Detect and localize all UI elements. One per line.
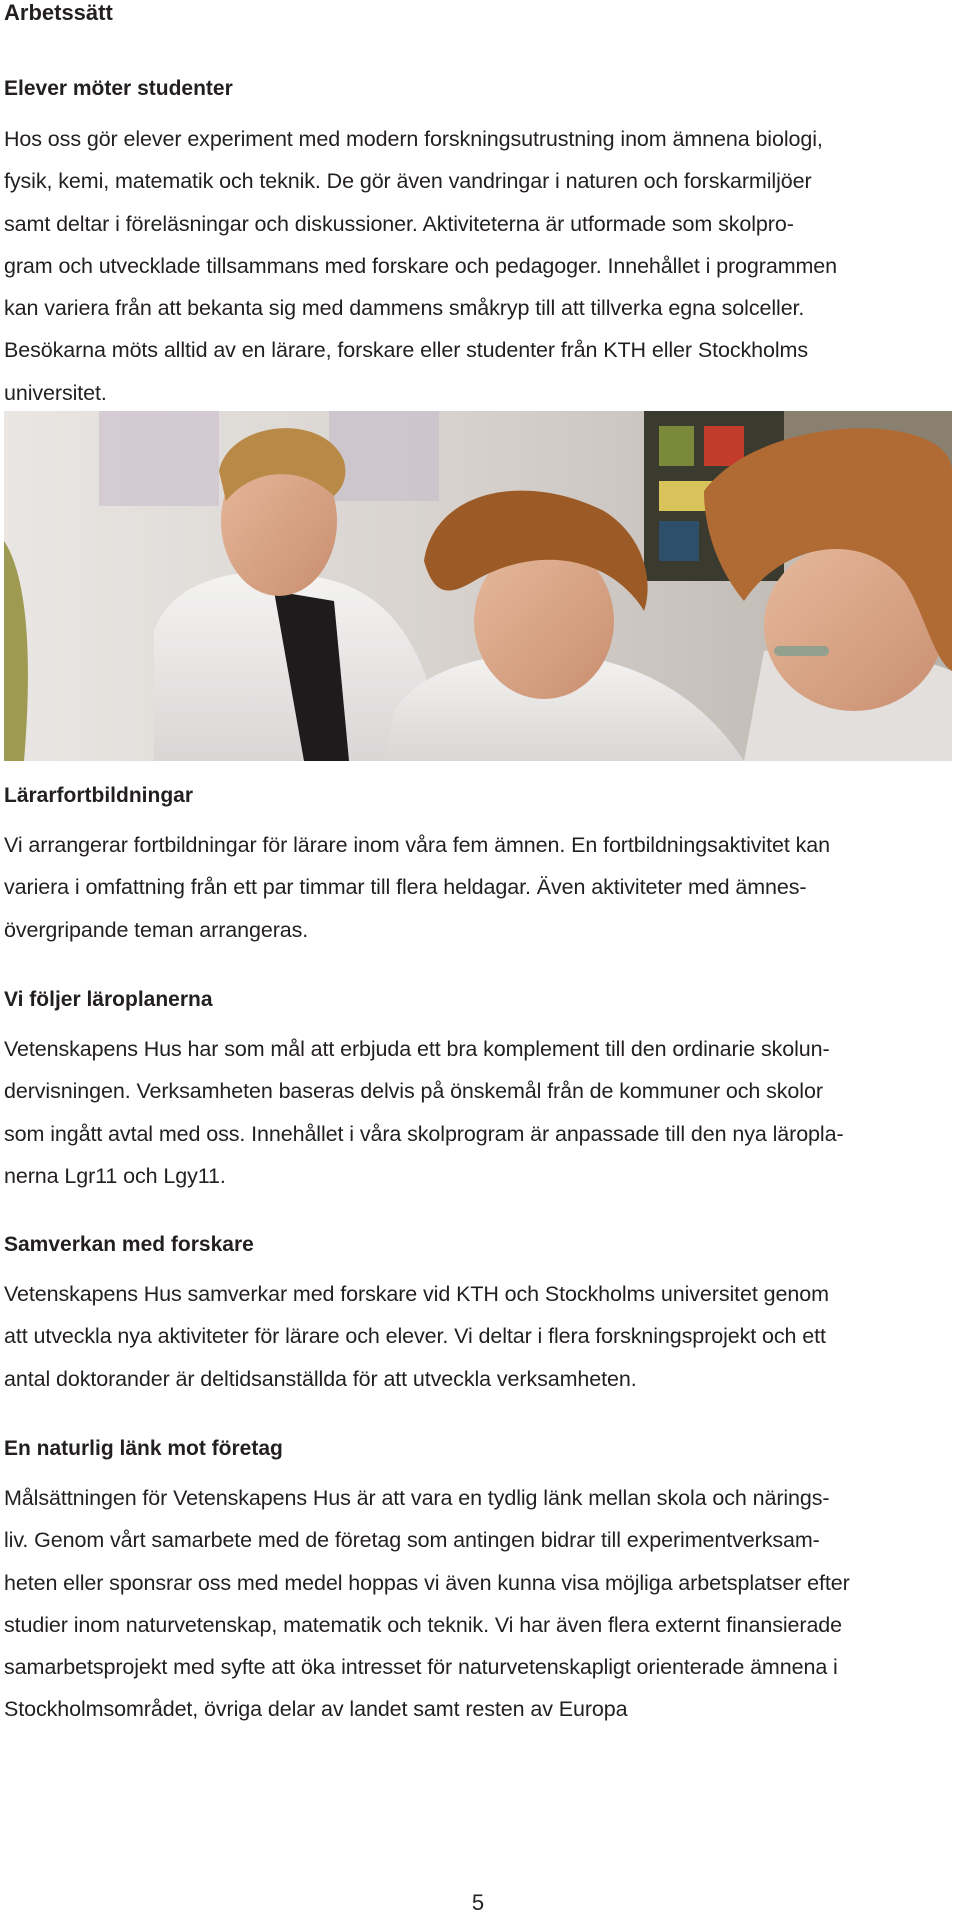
text-line: att utveckla nya aktiviteter för lärare och elever. Vi deltar i flera forskningsprojekt och ett <box>4 1324 826 1349</box>
text-line: liv. Genom vårt samarbete med de företag som antingen bidrar till experimentverksam- <box>4 1528 820 1553</box>
text-line: studier inom naturvetenskap, matematik och teknik. Vi har även flera externt finansierade <box>4 1612 843 1637</box>
text-line: kan variera från att bekanta sig med dammens småkryp till att tillverka egna solceller. <box>4 296 805 321</box>
section-body-naturlig-lank <box>4 1477 950 1731</box>
section-body-lararfortbildningar <box>4 824 950 951</box>
text-line: Besökarna möts alltid av en lärare, forskare eller studenter från KTH eller Stockholms <box>4 338 808 363</box>
text-line: universitet. <box>4 380 107 405</box>
text-line: Stockholmsområdet, övriga delar av landet samt resten av Europa <box>4 1697 628 1722</box>
text-line: som ingått avtal med oss. Innehållet i våra skolprogram är anpassade till den nya läropla- <box>4 1121 844 1146</box>
text-line: Målsättningen för Vetenskapens Hus är att vara en tydlig länk mellan skola och närings- <box>4 1486 830 1510</box>
text-line: fysik, kemi, matematik och teknik. De gör även vandringar i naturen och forskarmiljöer <box>4 169 812 194</box>
text-line: heten eller sponsrar oss med medel hoppas vi även kunna visa möjliga arbetsplatser efter <box>4 1570 850 1595</box>
text-line: Vetenskapens Hus samverkar med forskare vid KTH och Stockholms universitet genom <box>4 1282 829 1306</box>
section-title-naturlig-lank: En naturlig länk mot företag <box>4 1437 283 1460</box>
text-line: antal doktorander är deltidsanställda för att utveckla verksamheten. <box>4 1366 637 1391</box>
text-line: nerna Lgr11 och Lgy11. <box>4 1163 226 1188</box>
section-title-samverkan: Samverkan med forskare <box>4 1233 254 1256</box>
text-line: Vi arrangerar fortbildningar för lärare inom våra fem ämnen. En fortbildningsaktivitet kan <box>4 833 830 857</box>
text-line: övergripande teman arrangeras. <box>4 917 309 942</box>
section-body-laroplanerna <box>4 1028 950 1197</box>
text-line: variera i omfattning från ett par timmar till flera heldagar. Även aktiviteter med ämnes- <box>4 875 807 900</box>
text-line: gram och utvecklade tillsammans med forskare och pedagoger. Innehållet i programmen <box>4 253 838 278</box>
page-number: 5 <box>471 1890 485 1915</box>
students-lab-photo <box>4 411 952 761</box>
text-line: samt deltar i föreläsningar och diskussioner. Aktiviteterna är utformade som skolpro- <box>4 211 794 236</box>
text-line: dervisningen. Verksamheten baseras delvis på önskemål från de kommuner och skolor <box>4 1079 823 1104</box>
text-line: Hos oss gör elever experiment med modern forskningsutrustning inom ämnena biologi, <box>4 127 823 151</box>
section-body-samverkan <box>4 1273 950 1400</box>
section-title-lararfortbildningar: Lärarfortbildningar <box>4 784 194 807</box>
section-body-elever <box>4 118 950 414</box>
text-line: Vetenskapens Hus har som mål att erbjuda ett bra komplement till den ordinarie skolun- <box>4 1037 830 1061</box>
section-title-elever: Elever möter studenter <box>4 77 233 100</box>
text-line: samarbetsprojekt med syfte att öka intresset för naturvetenskapligt orienterade ämnena i <box>4 1655 838 1680</box>
page-heading: Arbetssätt <box>4 0 113 25</box>
section-title-laroplanerna: Vi följer läroplanerna <box>4 988 213 1011</box>
